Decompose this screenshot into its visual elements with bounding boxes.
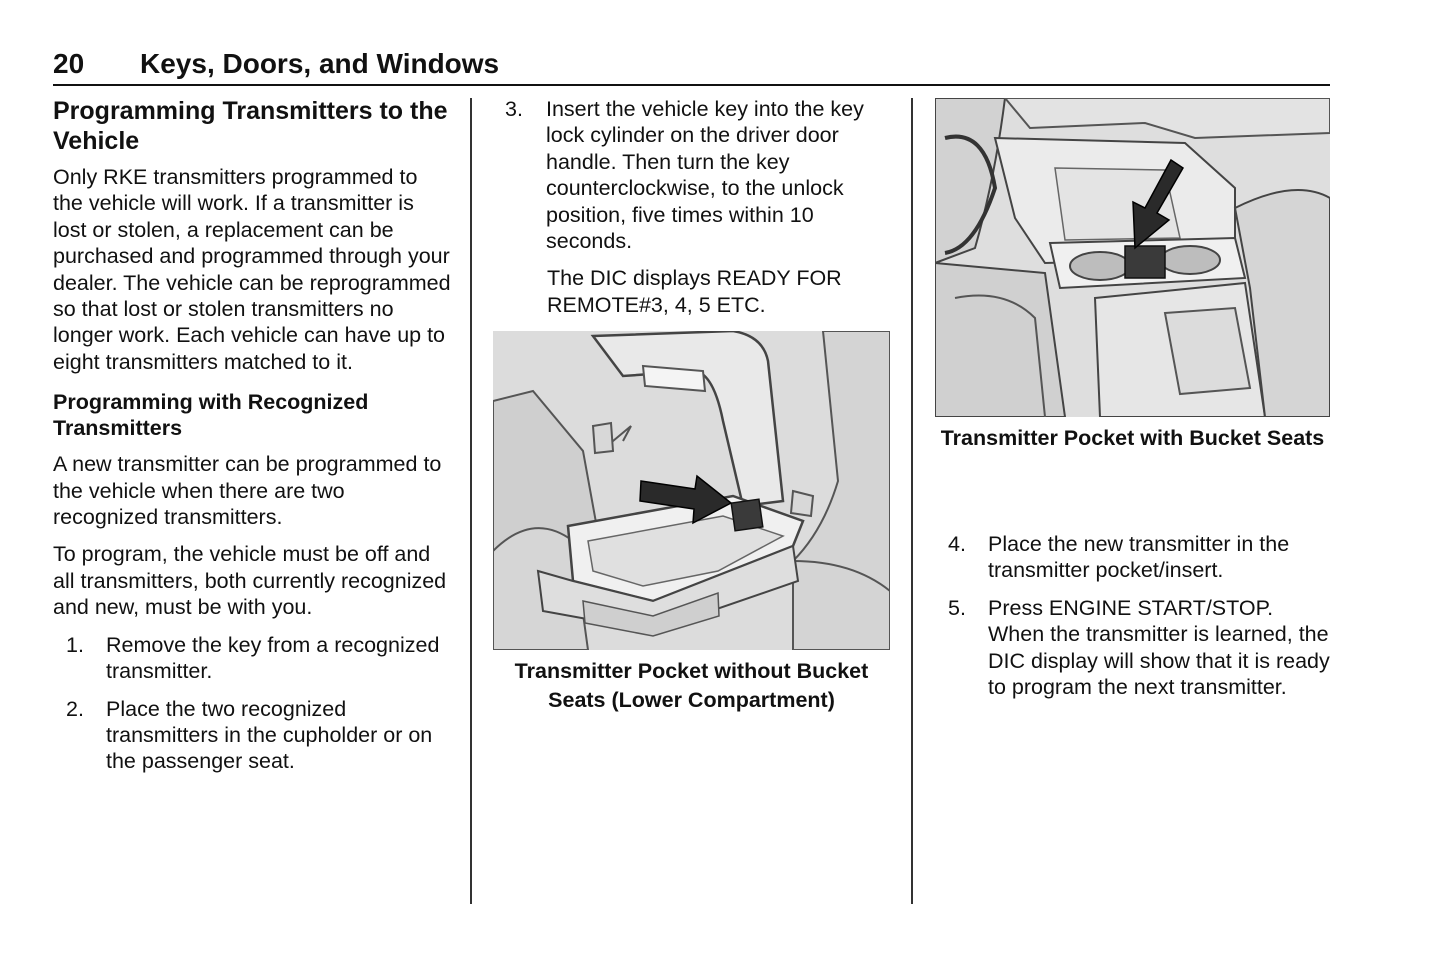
step-text: Place the two recognized transmitters in the cupholder or on the passenger seat. [106, 696, 433, 774]
column-divider [911, 98, 913, 904]
step-number: 2. [66, 696, 84, 721]
paragraph: To program, the vehicle must be off and all transmitters, both currently recognized and new, must be with you. [53, 542, 447, 620]
column-right [935, 531, 1335, 711]
step-item [493, 96, 893, 254]
step-number: 4. [948, 532, 966, 556]
figure-caption: Transmitter Pocket without Bucket Seats (Lower Compartment) [514, 659, 869, 712]
column-left [53, 96, 453, 786]
intro-paragraph: Only RKE transmitters programmed to the vehicle will work. If a transmitter is lost or stolen, a replacement can be purchased and programmed through your dealer. The vehicle can be reprogrammed so that lost or stolen transmitters no longer work. Each vehicle can have up to eight transmitters matched to it. [53, 165, 451, 374]
step-item [53, 696, 453, 775]
step-item [935, 595, 1335, 701]
step-item [53, 632, 453, 685]
section-title: Keys, Doors, and Windows [140, 48, 500, 79]
illustration-lower-compartment [493, 331, 890, 650]
step-text: Place the new transmitter in the transmitter pocket/insert. [988, 532, 1290, 583]
column-middle [493, 96, 893, 329]
step-text: Remove the key from a recognized transmitter. [106, 632, 440, 684]
illustration-bucket-seats [935, 98, 1330, 417]
subheading-recognized-transmitters: Programming with Recognized Transmitters [53, 390, 369, 441]
step-text: Insert the vehicle key into the key lock cylinder on the driver door handle. Then turn the key counterclockwise, to the unlock position, five times within 10 seconds. [546, 97, 864, 254]
dic-message: The DIC displays READY FOR REMOTE#3, 4, 5 ETC. [547, 266, 842, 317]
step-number: 5. [948, 595, 966, 620]
step-number: 3. [505, 97, 523, 121]
column-divider [470, 98, 472, 904]
page-header [53, 44, 1330, 86]
figure-caption: Transmitter Pocket with Bucket Seats [940, 426, 1325, 450]
step-number: 1. [66, 632, 84, 657]
heading-programming-transmitters: Programming Transmitters to the Vehicle [53, 97, 448, 155]
page-number: 20 [53, 48, 85, 79]
paragraph: A new transmitter can be programmed to the vehicle when there are two recognized transmitters. [53, 452, 442, 530]
step-text: Press ENGINE START/STOP. When the transmitter is learned, the DIC display will show that it is ready to program the next transmitter. [988, 595, 1330, 700]
step-item [935, 531, 1335, 584]
